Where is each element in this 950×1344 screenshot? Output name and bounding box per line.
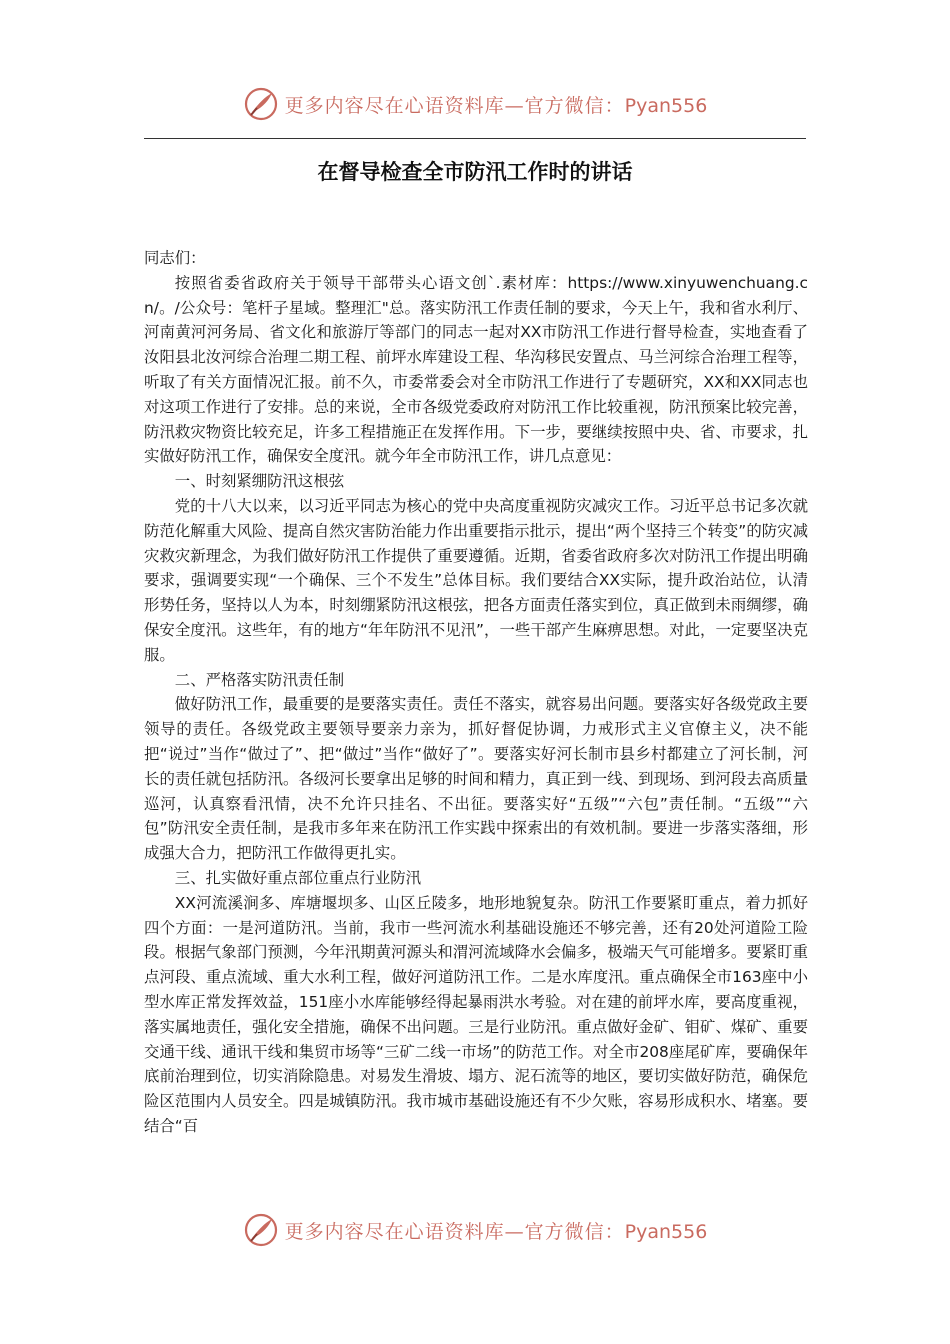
banner-wechat-id: Pyan556 bbox=[624, 94, 708, 117]
header-divider bbox=[144, 138, 806, 139]
section-body-1: 党的十八大以来，以习近平同志为核心的党中央高度重视防灾减灾工作。习近平总书记多次就防范化解重大风险、提高自然灾害防治能力作出重要指示批示，提出“两个坚持三个转变”的防灾减灾救灾新理念，为我们做好防汛工作提供了重要遵循。近期，省委省政府多次对防汛工作提出明确要求，强调要实现“一个确保、三个不发生”总体目标。我们要结合XX实际，提升政治站位，认清形势任务，坚持以人为本，时刻绷紧防汛这根弦，把各方面责任落实到位，真正做到未雨绸缪，确保安全度汛。这些年，有的地方“年年防汛不见汛”，一些干部产生麻痹思想。对此，一定要坚决克服。 bbox=[144, 496, 808, 664]
intro-prefix: 按照省委省政府关于领导干部带头心语文创`.素材库： bbox=[174, 273, 568, 292]
quill-logo-icon bbox=[243, 1212, 279, 1248]
quill-logo-icon bbox=[243, 86, 279, 122]
banner-text bbox=[285, 1217, 708, 1244]
section-body-3: XX河流溪涧多、库塘堰坝多、山区丘陵多，地形地貌复杂。防汛工作要紧盯重点，着力抓好四个方面：一是河道防汛。当前，我市一些河流水利基础设施还不够完善，还有20处河道险工险段。根据气象部门预测，今年汛期黄河源头和渭河流域降水会偏多，极端天气可能增多。要紧盯重点河段、重点流域、重大水利工程，做好河道防汛工作。二是水库度汛。重点确保全市163座中小型水库正常发挥效益，151座小水库能够经得起暴雨洪水考验。对在建的前坪水库，要高度重视，落实属地责任，强化安全措施，确保不出问题。三是行业防汛。重点做好金矿、钼矿、煤矿、重要交通干线、通讯干线和集贸市场等“三矿二线一市场”的防范工作。对全市208座尾矿库，要确保年底前治理到位，切实消除隐患。对易发生滑坡、塌方、泥石流等的地区，要切实做好防范，确保危险区范围内人员安全。四是城镇防汛。我市城市基础设施还有不少欠账，容易形成积水、堵塞。要结合“百 bbox=[144, 893, 808, 1135]
banner-wechat-id: Pyan556 bbox=[624, 1220, 708, 1243]
section-heading-2: 二、严格落实防汛责任制 bbox=[174, 670, 345, 689]
intro-paragraph bbox=[144, 271, 808, 469]
banner-text bbox=[285, 91, 708, 118]
footer-watermark-banner bbox=[0, 1208, 950, 1252]
section-heading-3: 三、扎实做好重点部位重点行业防汛 bbox=[174, 868, 422, 887]
header-watermark-banner bbox=[0, 82, 950, 126]
banner-label: 更多内容尽在心语资料库—官方微信： bbox=[284, 1220, 625, 1243]
intro-text: 。/公众号：笔杆子星域。整理汇"总。落实防汛工作责任制的要求，今天上午，我和省水利厅、河南黄河河务局、省文化和旅游厅等部门的同志一起对XX市防汛工作进行督导检查，实地查看了汝阳县北汝河综合治理二期工程、前坪水库建设工程、华沟移民安置点、马兰河综合治理工程等，听取了有关方面情况汇报。前不久，市委常委会对全市防汛工作进行了专题研究，XX和XX同志也对这项工作进行了安排。总的来说，全市各级党委政府对防汛工作比较重视，防汛预案比较完善，防汛救灾物资比较充足，许多工程措施正在发挥作用。下一步，要继续按照中央、省、市要求，扎实做好防汛工作，确保安全度汛。就今年全市防汛工作，讲几点意见： bbox=[144, 298, 808, 466]
document-body bbox=[144, 246, 808, 1139]
salutation: 同志们： bbox=[144, 249, 206, 267]
section-body-2: 做好防汛工作，最重要的是要落实责任。责任不落实，就容易出问题。要落实好各级党政主要领导的责任。各级党政主要领导要亲力亲为，抓好督促协调，力戒形式主义官僚主义，决不能把“说过”当作“做过了”、把“做过”当作“做好了”。要落实好河长制市县乡村都建立了河长制，河长的责任就包括防汛。各级河长要拿出足够的时间和精力，真正到一线、到现场、到河段去高质量巡河，认真察看汛情，决不允许只挂名、不出征。要落实好“五级”“六包”责任制。“五级”“六包”防汛安全责任制，是我市多年来在防汛工作实践中探索出的有效机制。要进一步落实落细，形成强大合力，把防汛工作做得更扎实。 bbox=[144, 695, 808, 863]
banner-label: 更多内容尽在心语资料库—官方微信： bbox=[284, 94, 625, 117]
intro-url-link[interactable]: https://www.xinyuwenchuang.cn/ bbox=[144, 273, 808, 317]
page-title: 在督导检查全市防汛工作时的讲话 bbox=[317, 160, 633, 184]
section-heading-1: 一、时刻紧绷防汛这根弦 bbox=[174, 472, 345, 491]
